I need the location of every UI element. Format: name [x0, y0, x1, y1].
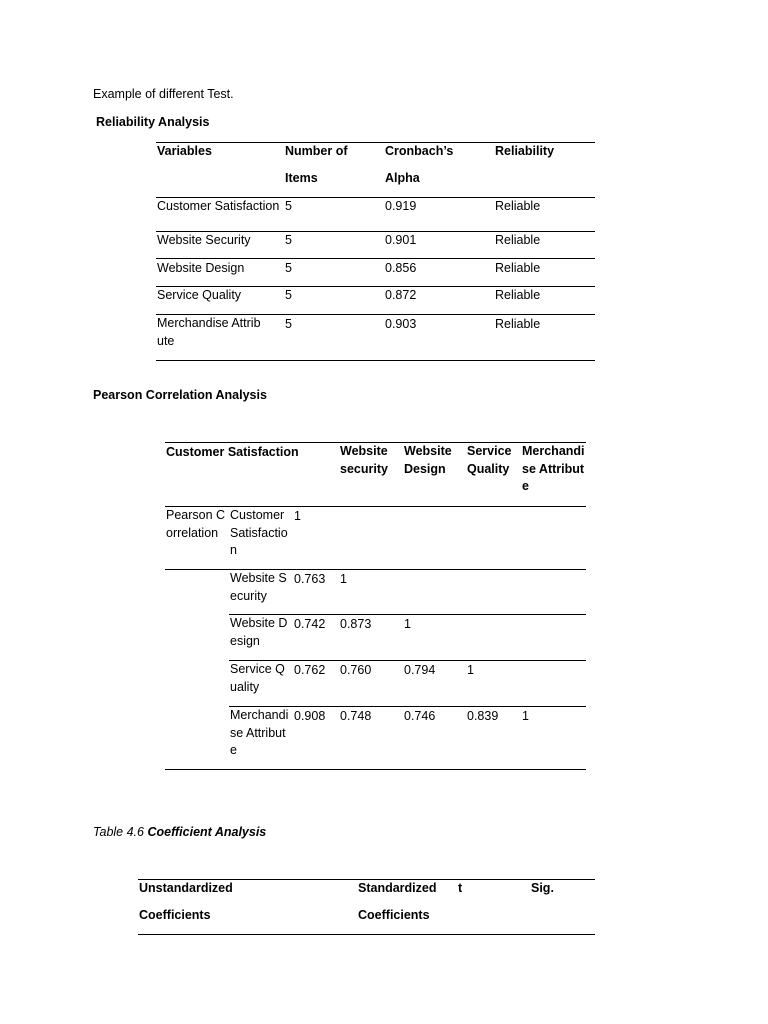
table-cell: 5 [285, 233, 292, 247]
table-rule [165, 569, 586, 570]
row-label: Service Quality [230, 662, 285, 694]
table-cell: 1 [340, 572, 347, 586]
table-cell: 0.856 [385, 261, 417, 275]
header-website-security: Website security [340, 444, 388, 476]
table-cell: 0.839 [467, 709, 499, 723]
table-cell: 0.746 [404, 709, 436, 723]
table-cell: Reliable [495, 199, 541, 213]
header-unstandardized-line1: Unstandardized [139, 881, 233, 895]
table-cell: Reliable [495, 233, 541, 247]
table-cell: Website Security [157, 233, 251, 247]
header-t: t [458, 881, 463, 895]
row-label: Merchandise Attribute [230, 708, 289, 757]
row-label: Website Design [230, 616, 288, 648]
table-cell: 1 [404, 617, 411, 631]
table-cell: Service Quality [157, 288, 242, 302]
table-cell: 1 [467, 663, 474, 677]
header-service-quality: Service Quality [467, 444, 512, 476]
intro-text: Example of different Test. [93, 87, 234, 101]
table-cell: 0.903 [385, 317, 417, 331]
table-cell: 5 [285, 261, 292, 275]
table-cell: Reliable [495, 317, 541, 331]
header-items-line2: Items [285, 171, 318, 185]
header-website-design: Website Design [404, 444, 452, 476]
header-merchandise-attribute: Merchandise Attribute [522, 444, 585, 493]
table-rule [165, 769, 586, 770]
header-customer-satisfaction: Customer Satisfaction [166, 445, 299, 459]
caption-title: Coefficient Analysis [147, 825, 267, 839]
header-standardized-line2: Coefficients [358, 908, 430, 922]
table-rule [165, 506, 586, 507]
table-cell: 5 [285, 199, 292, 213]
table-cell: 1 [294, 509, 301, 523]
caption-prefix: Table 4.6 [93, 825, 144, 839]
table-cell: Reliable [495, 261, 541, 275]
table-cell: 0.919 [385, 199, 417, 213]
table-cell: 0.760 [340, 663, 372, 677]
table-cell: 1 [522, 709, 529, 723]
table-cell: 0.901 [385, 233, 417, 247]
table-cell: 5 [285, 317, 292, 331]
table-cell: 0.748 [340, 709, 372, 723]
reliability-heading: Reliability Analysis [96, 115, 210, 129]
header-alpha-line2: Alpha [385, 171, 420, 185]
header-unstandardized-line2: Coefficients [139, 908, 211, 922]
table-cell: Customer Satisfaction [157, 199, 280, 213]
table-cell: 5 [285, 288, 292, 302]
header-items-line1: Number of [285, 144, 348, 158]
table-cell: 0.908 [294, 709, 326, 723]
table-cell: 0.794 [404, 663, 436, 677]
table-rule [138, 934, 595, 935]
table-cell: 0.742 [294, 617, 326, 631]
header-sig: Sig. [531, 881, 554, 895]
table-cell: 0.763 [294, 572, 326, 586]
table-cell: 0.762 [294, 663, 326, 677]
pearson-heading: Pearson Correlation Analysis [93, 388, 267, 402]
table-cell: Merchandise Attribute [157, 316, 261, 348]
coefficient-caption [93, 825, 266, 839]
header-alpha-line1: Cronbach’s [385, 144, 454, 158]
row-group-label: Pearson Correlation [166, 508, 226, 540]
header-standardized-line1: Standardized [358, 881, 437, 895]
table-cell: 0.872 [385, 288, 417, 302]
table-cell: Reliable [495, 288, 541, 302]
row-label: Customer Satisfaction [230, 508, 288, 557]
table-cell: 0.873 [340, 617, 372, 631]
header-reliability: Reliability [495, 144, 555, 158]
row-label: Website Security [230, 571, 287, 603]
table-cell: Website Design [157, 261, 245, 275]
header-variables: Variables [157, 144, 212, 158]
table-rule [156, 360, 595, 361]
